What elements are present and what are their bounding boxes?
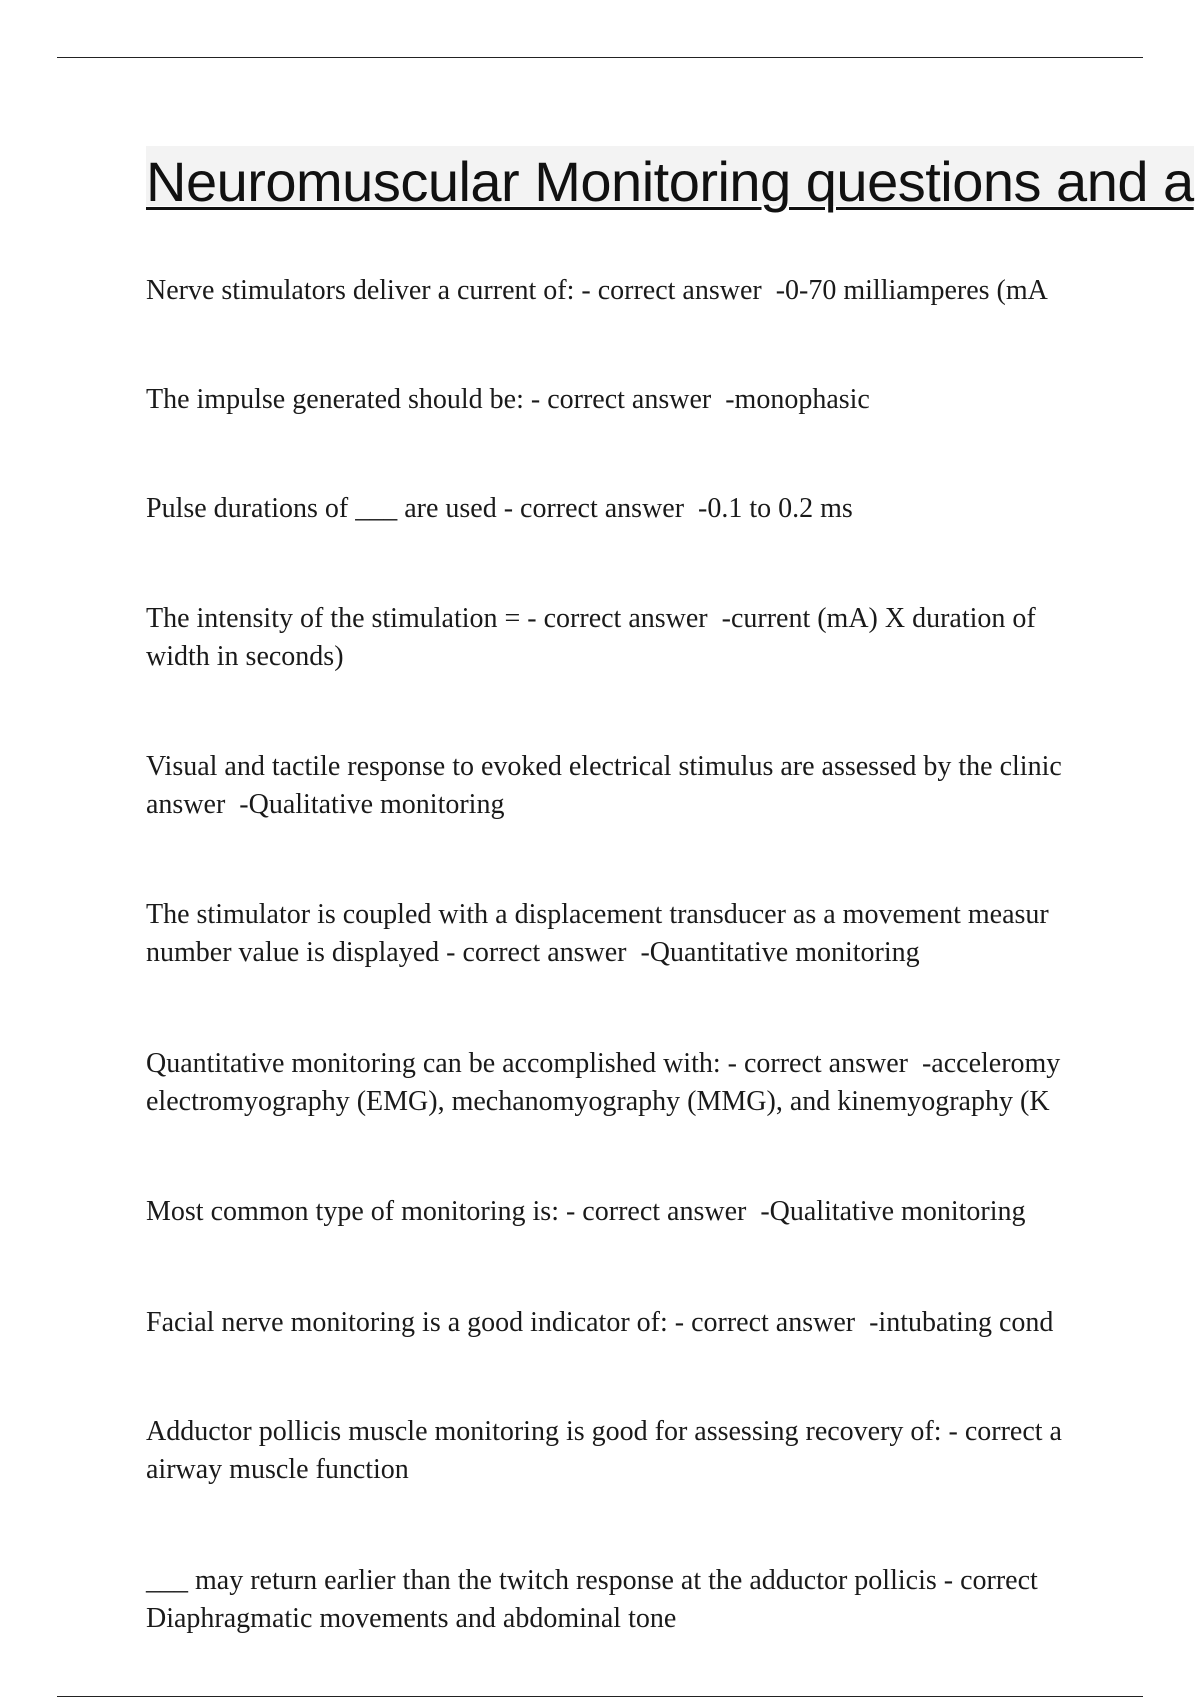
qa-item-3 — [146, 490, 853, 528]
qa-line: Diaphragmatic movements and abdominal tone — [146, 1603, 677, 1634]
qa-line: Most common type of monitoring is: - correct answer -Qualitative monitoring — [146, 1196, 1026, 1227]
qa-line: electromyography (EMG), mechanomyography (MMG), and kinemyography (K — [146, 1086, 1050, 1117]
qa-line: Facial nerve monitoring is a good indicator of: - correct answer -intubating cond — [146, 1307, 1054, 1338]
qa-item-11 — [146, 1562, 1038, 1638]
qa-item-5 — [146, 748, 1062, 824]
qa-line: number value is displayed - correct answer -Quantitative monitoring — [146, 937, 920, 968]
qa-item-4 — [146, 600, 1036, 676]
qa-line: The stimulator is coupled with a displacement transducer as a movement measur — [146, 899, 1049, 930]
qa-line: Pulse durations of ___ are used - correct answer -0.1 to 0.2 ms — [146, 493, 853, 524]
document-title: Neuromuscular Monitoring questions and a — [146, 146, 1194, 214]
bottom-divider — [57, 1696, 1143, 1697]
top-divider — [57, 57, 1143, 58]
qa-line: The impulse generated should be: - correct answer -monophasic — [146, 384, 870, 415]
qa-line: answer -Qualitative monitoring — [146, 789, 505, 820]
qa-line: Adductor pollicis muscle monitoring is good for assessing recovery of: - correct a — [146, 1416, 1062, 1447]
qa-item-10 — [146, 1413, 1062, 1489]
qa-line: Visual and tactile response to evoked electrical stimulus are assessed by the clinic — [146, 751, 1062, 782]
qa-item-6 — [146, 896, 1049, 972]
qa-line: ___ may return earlier than the twitch response at the adductor pollicis - correct — [146, 1565, 1038, 1596]
qa-item-8 — [146, 1193, 1025, 1231]
qa-item-7 — [146, 1045, 1060, 1121]
qa-line: Nerve stimulators deliver a current of: - correct answer -0-70 milliamperes (mA — [146, 275, 1048, 306]
qa-line: width in seconds) — [146, 641, 344, 672]
qa-item-2 — [146, 381, 870, 419]
qa-item-9 — [146, 1304, 1053, 1342]
qa-item-1 — [146, 272, 1048, 310]
qa-line: The intensity of the stimulation = - correct answer -current (mA) X duration of — [146, 603, 1036, 634]
qa-line: Quantitative monitoring can be accomplished with: - correct answer -acceleromy — [146, 1048, 1061, 1079]
qa-line: airway muscle function — [146, 1454, 409, 1485]
